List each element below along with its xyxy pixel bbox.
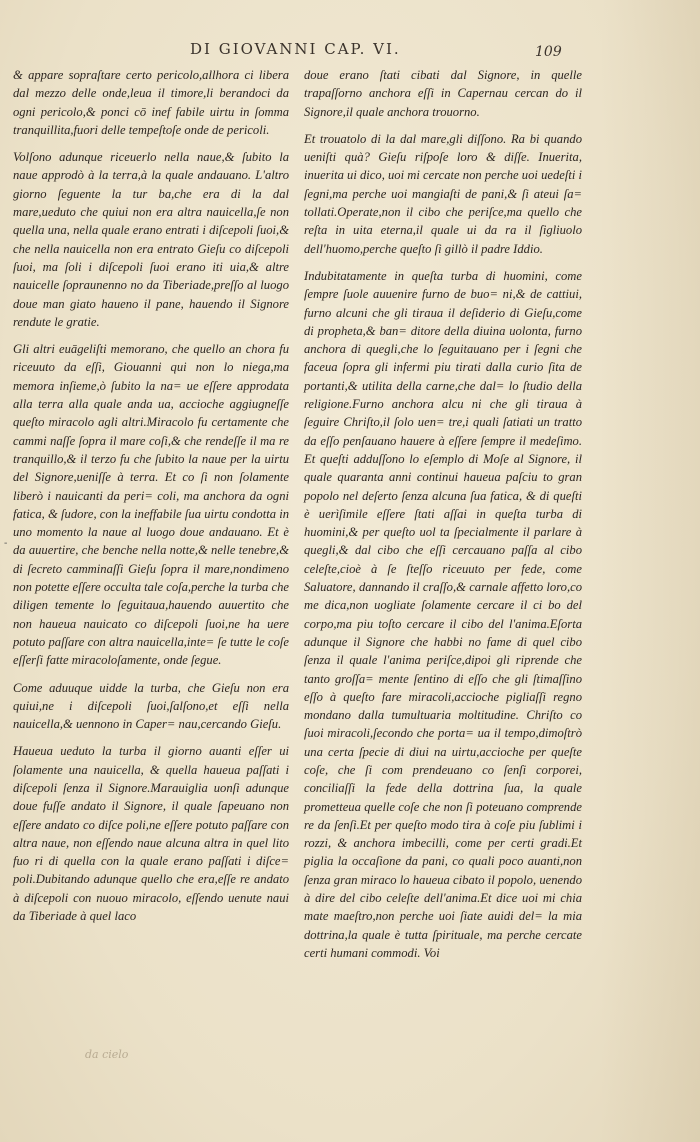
running-title: DI GIOVANNI CAP. VI.: [190, 40, 401, 58]
paragraph: Haueua ueduto la turba il giorno auanti eſſer ui ſolamente una nauicella, & quella haueua paſſati i diſcepoli ſenza il Signore.Marauiglia uonſi adunque doue fuſſe andato il Signore, il quale ſapeuano non eſſere andato co diſce poli,ne eſſere potuto paſſare con altra naue, non eſſendo naue alcuna altra in quel lito fuo ri di quella con la quale erano paſſati i diſce= poli.Dubitando adunque quello che era,eſſe re andato à diſcepoli con nuouo miracolo, eſſendo uenute naui da Tiberiade à quel laco: [13, 744, 289, 924]
paragraph: Volſono adunque riceuerlo nella naue,& ſubito la naue approdò à la terra,à la quale andauano. L'altro giorno ſeguente la tur ba,che era di la dal mare,ueduto che quiui non era altra nauicella,ſe non quella una, nella quale erano entrati i diſcepoli ſuoi,& che nella nauicella non era entrato Gieſu co diſcepoli ſuoi, ma ſoli i diſcepoli ſuoi erano iti uia,& altre nauicelle ſopraunenno no da Tiberiade,preſſo al luogo doue man giato haueno il pane, hauendo il Signore rendute le gratie.: [13, 150, 289, 329]
paragraph: Gli altri euāgeliſti memorano, che quello an chora fu riceuuto da eſſi, Giouanni qui non lo niega,ma memora inſieme,ò ſubito la na= ue eſſere approdata alla terra alla quale anda ua, accioche aggiugneſſe queſto miracolo agli altri.Miracolo fu certamente che cammi naſſe ſopra il mare coſi,& che rendeſſe il ma re tranquillo,& il terzo fu che ſubito la naue per la uirtu del Signore,ueniſſe à terra. Et co ſi non ſolamente liberò i nauicanti da peri= coli, ma anchora da ogni fatica, & ſudore, con la ineffabile ſua uirtu condotta in uno momento la naue al luogo doue andauano. Et è da auuertire, che benche nella notte,& nelle tenebre,& di ſecreto camminaſſi Gieſu ſopra il mare,nondimeno non potette eſſere occulta tale coſa,perche la turba che diligen temente lo ſeguitaua,hauendo auuertito che non haueua nauicato co diſcepoli ſuoi,ne ha uere potuto paſſare con altra nauicella,inte= ſe tutte le coſe eſſerſi fatte miracoloſamente, onde ſegue.: [13, 342, 289, 668]
paragraph: & appare sopraſtare certo pericolo,allhora ci libera dal mezzo delle onde,leua il timore,li berandoci da ogni pericolo,& ponci cō inef fabile uirtu in ſomma tranquillita,fuori delle tempeſtoſe onde de pericoli.: [13, 68, 289, 137]
page-edge-shadow: [600, 0, 700, 1142]
paragraph: Et trouatolo di la dal mare,gli diſſono. Ra bi quando ueniſti quà? Gieſu riſpoſe loro & diſſe. Inuerita, inuerita ui dico, uoi mi cercate non perche uoi uedeſti i ſegni,ma perche uoi mangiaſti de pani,& ſi ateui ſa= tollati.Operate,non il cibo che periſce,ma quello che reſta in uita eterna,il quale ui da ra il ſigliuolo dell'huomo,perche queſto ſi gillò il padre Iddio.: [304, 131, 582, 256]
paragraph: doue erano ſtati cibati dal Signore, in quelle trapaſſorno anchora eſſi in Capernau cercan do il Signore,il quale anchora trouorno.: [304, 68, 582, 119]
right-column: [304, 66, 582, 962]
paragraph: Indubitatamente in queſta turba di huomini, come ſempre ſuole auuenire furno de buo= ni,& de cattiui, furno alcuni che gli tiraua il deſiderio di Gieſu,come di propheta,& ban= ditore della diuina uolonta, furno anchora di quegli,che lo ſeguitauano per i ſegni che faceua ſopra gli infermi piu tirati dalla curio ſita de portanti,& utilita della carne,che dal= lo ſtudio della religione.Furno anchora alcu ni che gli tiraua à ſeguire Chriſto,il ſolo uen= tre,i quali ſatiati un tratto da eſſo penſauano hauere à eſſere ſempre il medeſimo. Et queſti adduſſono lo eſemplo di Moſe al Signore, il quale quaranta anni continui haueua paſciu to gran popolo nel deſerto ſenza alcuna ſua fatica, & di queſti è uerìſimile eſſere ſtati aſſai in queſta turba di huomini,& per queſto uol ta ſpecialmente il parlare à quegli,& dal cibo che eſſi cercauano paſſa al cibo celeſte,cioè à ſe ſteſſo riceuuto per fede, come Saluatore, dannando il craſſo,& carnale affetto loro,co me dica,non uogliate ſolamente cercare il ci bo del corpo,ma piu toſto cercare il cibo del l'anima.Eſorta adunque il Signore che habbi no fame di quel cibo ſenza il quale l'anima periſce,dipoi gli riprende che tanto groſſa= mente ſentino di eſſo che gli ſtimaſſino eſſo à queſto fare miracoli,accioche pigliaſſi regno mondano dalla tumultuaria moltitudine. Chriſto co ſuoi miracoli,ſecondo che porta= ua il tempo,dimoſtrò una certa ſpecie di diui na uirtu,accioche per queſte coſe, che ſi com prendeuano co ſenſi corporei, conciliaſſi la fede della dottrina ſua, la quale prometteua quelle coſe che non ſi poteuano comprende re da ſenſi.Et per queſto modo tira à coſe piu ſublimi i rozzi, & anchora imbecilli, come per certi gradi.Et piglia la occaſione da pani, co quali poco auanti,non ſenza gran miraco lo haueua cibato il popolo, uenendo à dire del cibo celeſte dell'anima.Et dice uoi mi chia mate maeſtro,non perche uoi ſiate auidi del= la mia dottrina,la quale è tutta ſpirituale, ma perche cercate certi humani commodi. Voi: [304, 268, 582, 960]
left-column: [13, 66, 289, 925]
bleed-through-text: da cielo: [85, 1048, 129, 1061]
marginal-mark: -: [4, 538, 8, 549]
paragraph: Come aduuque uidde la turba, che Gieſu non era quiui,ne i diſcepoli ſuoi,ſalſono,et eſſi nella nauicella,& uennono in Caper= nau,cercando Gieſu.: [13, 680, 289, 732]
page-number: 109: [535, 44, 562, 60]
